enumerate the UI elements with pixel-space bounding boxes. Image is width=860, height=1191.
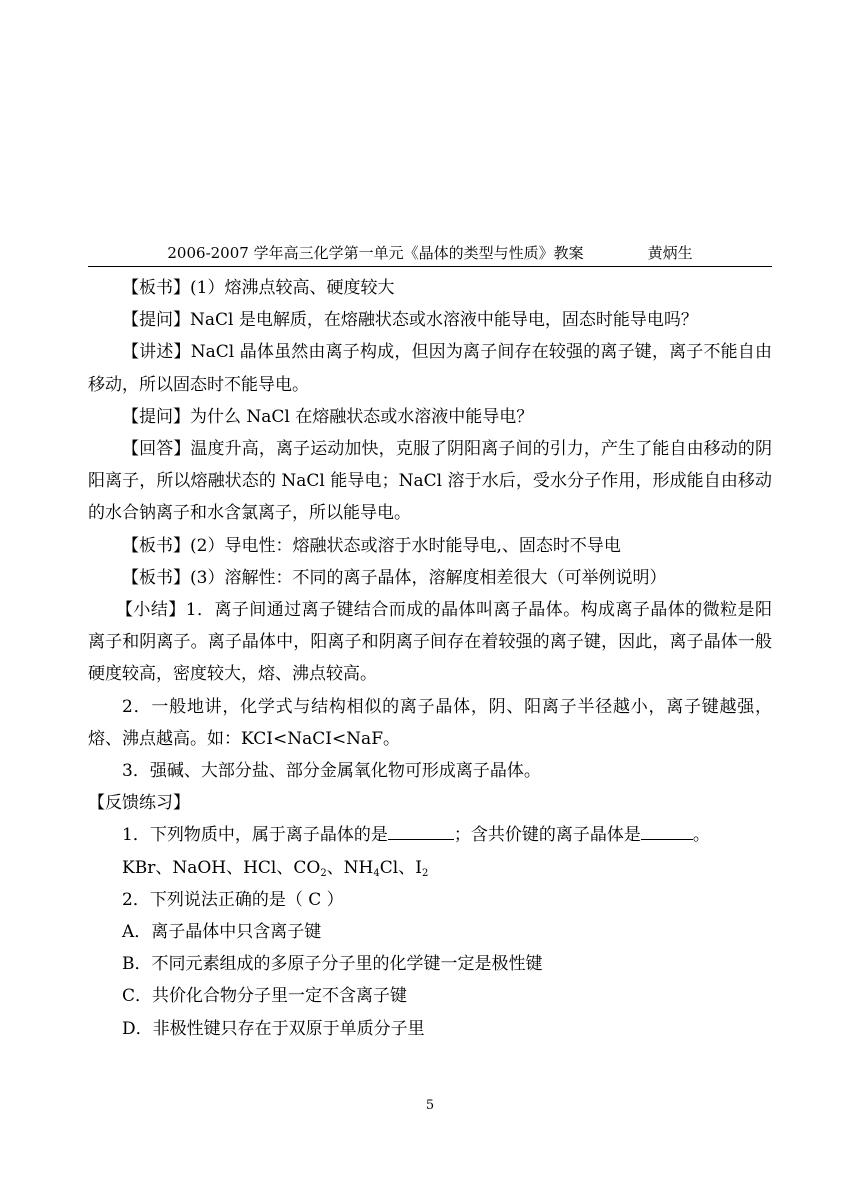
section-feedback-heading: 【反馈练习】 xyxy=(88,793,190,814)
document-body xyxy=(88,272,772,1045)
question-1-substances xyxy=(88,852,772,884)
q1-text-3: 。 xyxy=(692,825,710,846)
q1-text-2: ；含共价键的离子晶体是 xyxy=(453,825,641,846)
paragraph-summary-1: 【小结】1．离子间通过离子键结合而成的晶体叫离子晶体。构成离子晶体的微粒是阳离子和阴离子。离子晶体中，阳离子和阴离子间存在着较强的离子键，因此，离子晶体一般硬度较高，密度较大，熔、沸点较高。 xyxy=(88,600,772,685)
header-author: 黄炳生 xyxy=(647,244,693,262)
paragraph-question-1: 【提问】NaCl 是电解质，在熔融状态或水溶液中能导电，固态时能导电吗？ xyxy=(122,310,698,331)
q1-text-1: 1．下列物质中，属于离子晶体的是 xyxy=(122,825,388,846)
paragraph-board-3: 【板书】(3）溶解性：不同的离子晶体，溶解度相差很大（可举例说明） xyxy=(122,567,667,588)
option-c: C．共价化合物分子里一定不含离子键 xyxy=(122,986,408,1007)
page-number: 5 xyxy=(425,1098,435,1113)
paragraph-answer: 【回答】温度升高，离子运动加快，克服了阴阳离子间的引力，产生了能自由移动的阴阳离子，所以熔融状态的 NaCl 能导电；NaCl 溶于水后，受水分子作用，形成能自由移动的水合钠离子和水含氯离子，所以能导电。 xyxy=(88,439,772,524)
subscript-nh4: 4 xyxy=(373,867,380,879)
paragraph-explain: 【讲述】NaCl 晶体虽然由离子构成，但因为离子间存在较强的离子键，离子不能自由移动，所以固态时不能导电。 xyxy=(88,342,772,395)
header-rule xyxy=(88,266,772,267)
paragraph-question-2: 【提问】为什么 NaCl 在熔融状态或水溶液中能导电？ xyxy=(122,406,534,427)
substances-text-c: Cl、I xyxy=(379,857,422,878)
paragraph-board-2: 【板书】(2）导电性：熔融状态或溶于水时能导电,、固态时不导电 xyxy=(122,535,621,556)
subscript-i2: 2 xyxy=(421,867,429,879)
page-header xyxy=(88,243,772,263)
paragraph-board-1: 【板书】(1）熔沸点较高、硬度较大 xyxy=(122,278,395,298)
subscript-co2: 2 xyxy=(320,867,327,879)
option-b: B．不同元素组成的多原子分子里的化学键一定是极性键 xyxy=(122,954,543,975)
option-d: D．非极性键只存在于双原于单质分子里 xyxy=(122,1018,425,1039)
paragraph-summary-3: 3．强碱、大部分盐、部分金属氧化物可形成离子晶体。 xyxy=(122,761,541,782)
header-title: 2006-2007 学年高三化学第一单元《晶体的类型与性质》教案 xyxy=(167,244,584,262)
option-a: A．离子晶体中只含离子键 xyxy=(122,922,322,943)
substances-text-a: KBr、NaOH、HCl、CO xyxy=(122,857,321,878)
question-1 xyxy=(88,819,772,851)
paragraph-summary-2: 2．一般地讲，化学式与结构相似的离子晶体，阴、阳离子半径越小，离子键越强，熔、沸点越高。如：KCI<NaCI<NaF。 xyxy=(88,696,772,749)
substances-text-b: 、NH xyxy=(326,857,374,878)
question-2: 2．下列说法正确的是（ C ） xyxy=(122,889,344,910)
answer-blank-1 xyxy=(388,822,454,840)
answer-blank-2 xyxy=(641,822,693,840)
